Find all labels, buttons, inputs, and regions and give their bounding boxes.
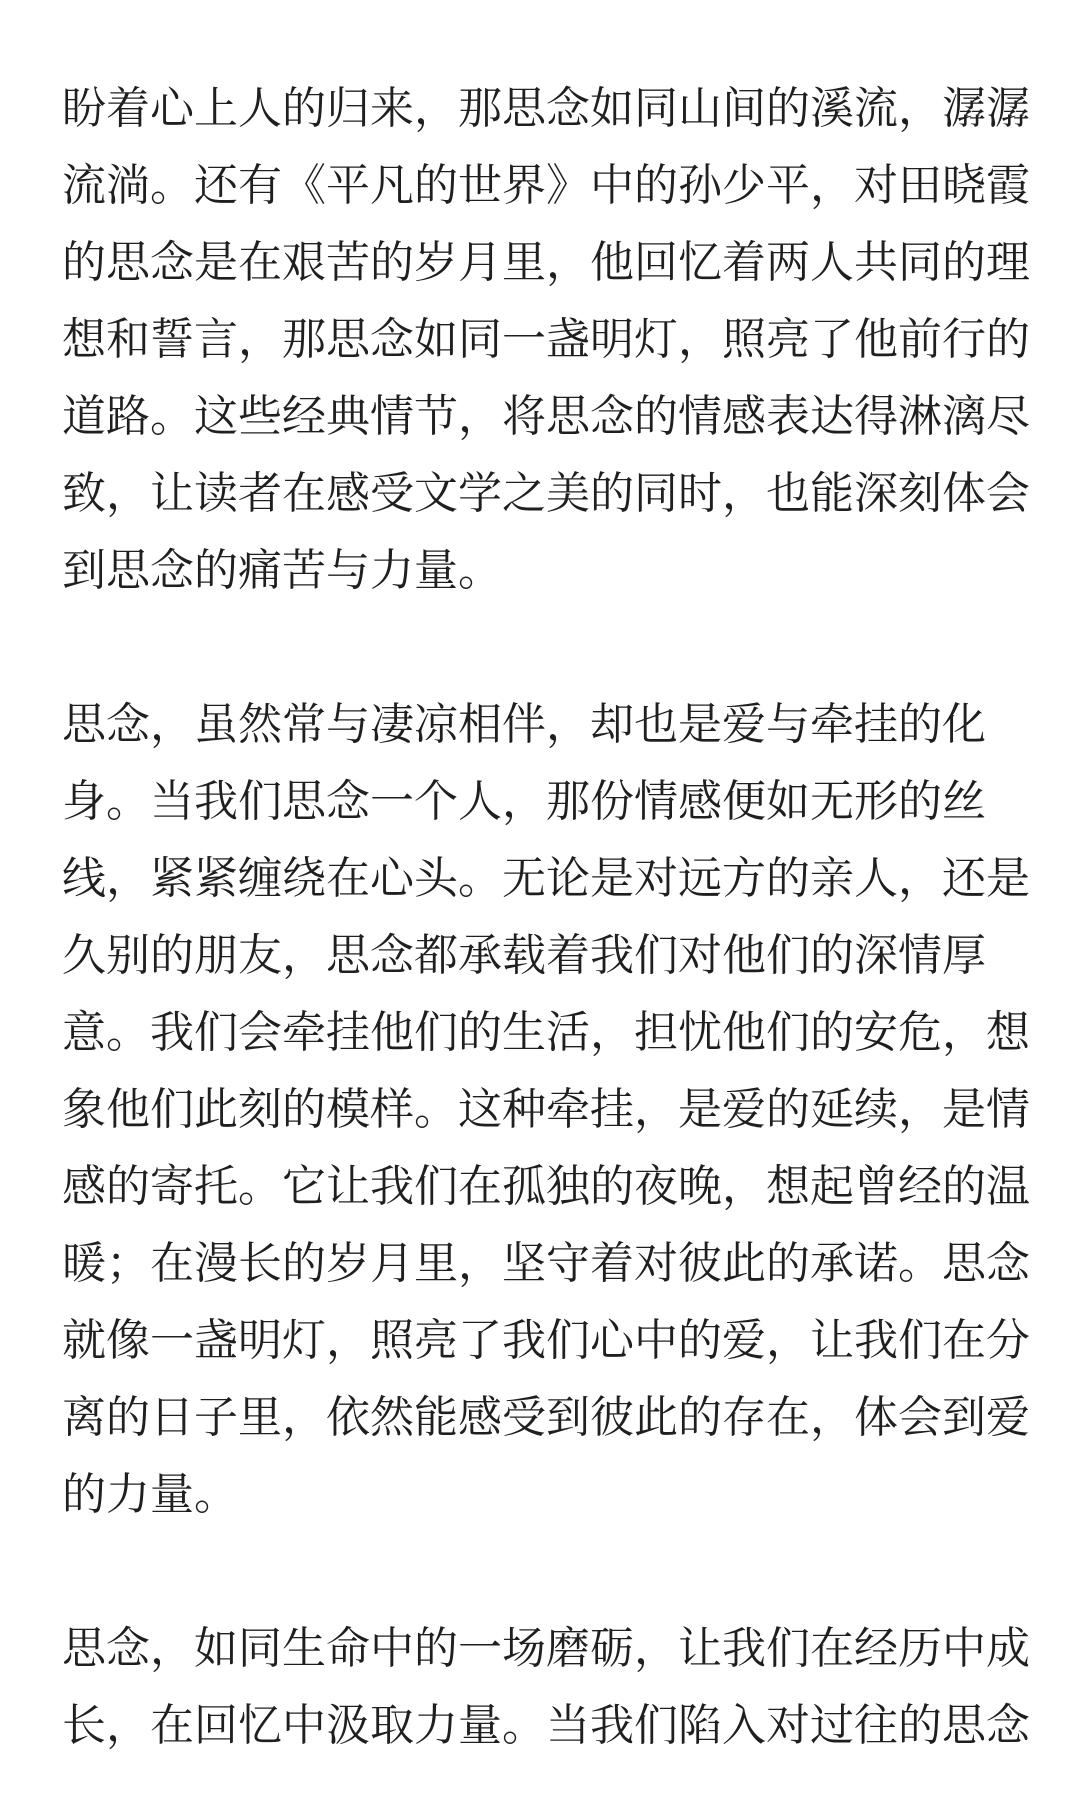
paragraph-2 <box>62 686 1028 1533</box>
text-line: 线，紧紧缠绕在心头。无论是对远方的亲人，还是 <box>62 853 1030 904</box>
paragraph-3 <box>62 1610 1028 1764</box>
text-line: 想和誓言，那思念如同一盏明灯，照亮了他前行的 <box>62 314 1030 365</box>
text-line: 象他们此刻的模样。这种牵挂，是爱的延续，是情 <box>62 1084 1030 1135</box>
text-line: 的力量。 <box>62 1469 238 1520</box>
text-line: 就像一盏明灯，照亮了我们心中的爱，让我们在分 <box>62 1315 1030 1366</box>
text-line: 思念，如同生命中的一场磨砺，让我们在经历中成 <box>62 1623 1030 1674</box>
paragraph-1 <box>62 70 1028 609</box>
text-line: 感的寄托。它让我们在孤独的夜晚，想起曾经的温 <box>62 1161 1030 1212</box>
text-line: 离的日子里，依然能感受到彼此的存在，体会到爱 <box>62 1392 1030 1443</box>
text-line: 暖；在漫长的岁月里，坚守着对彼此的承诺。思念 <box>62 1238 1030 1289</box>
text-line: 道路。这些经典情节，将思念的情感表达得淋漓尽 <box>62 391 1030 442</box>
text-line: 长，在回忆中汲取力量。当我们陷入对过往的思念 <box>62 1700 1030 1751</box>
text-line: 盼着心上人的归来，那思念如同山间的溪流，潺潺 <box>62 83 1030 134</box>
text-line: 意。我们会牵挂他们的生活，担忧他们的安危，想 <box>62 1007 1030 1058</box>
text-line: 流淌。还有《平凡的世界》中的孙少平，对田晓霞 <box>62 160 1030 211</box>
text-line: 思念，虽然常与凄凉相伴，却也是爱与牵挂的化 <box>62 699 986 750</box>
text-line: 身。当我们思念一个人，那份情感便如无形的丝 <box>62 776 986 827</box>
text-line: 致，让读者在感受文学之美的同时，也能深刻体会 <box>62 468 1030 519</box>
text-line: 久别的朋友，思念都承载着我们对他们的深情厚 <box>62 930 986 981</box>
text-line: 到思念的痛苦与力量。 <box>62 545 502 596</box>
text-line: 的思念是在艰苦的岁月里，他回忆着两人共同的理 <box>62 237 1030 288</box>
article-body <box>62 70 1028 1764</box>
